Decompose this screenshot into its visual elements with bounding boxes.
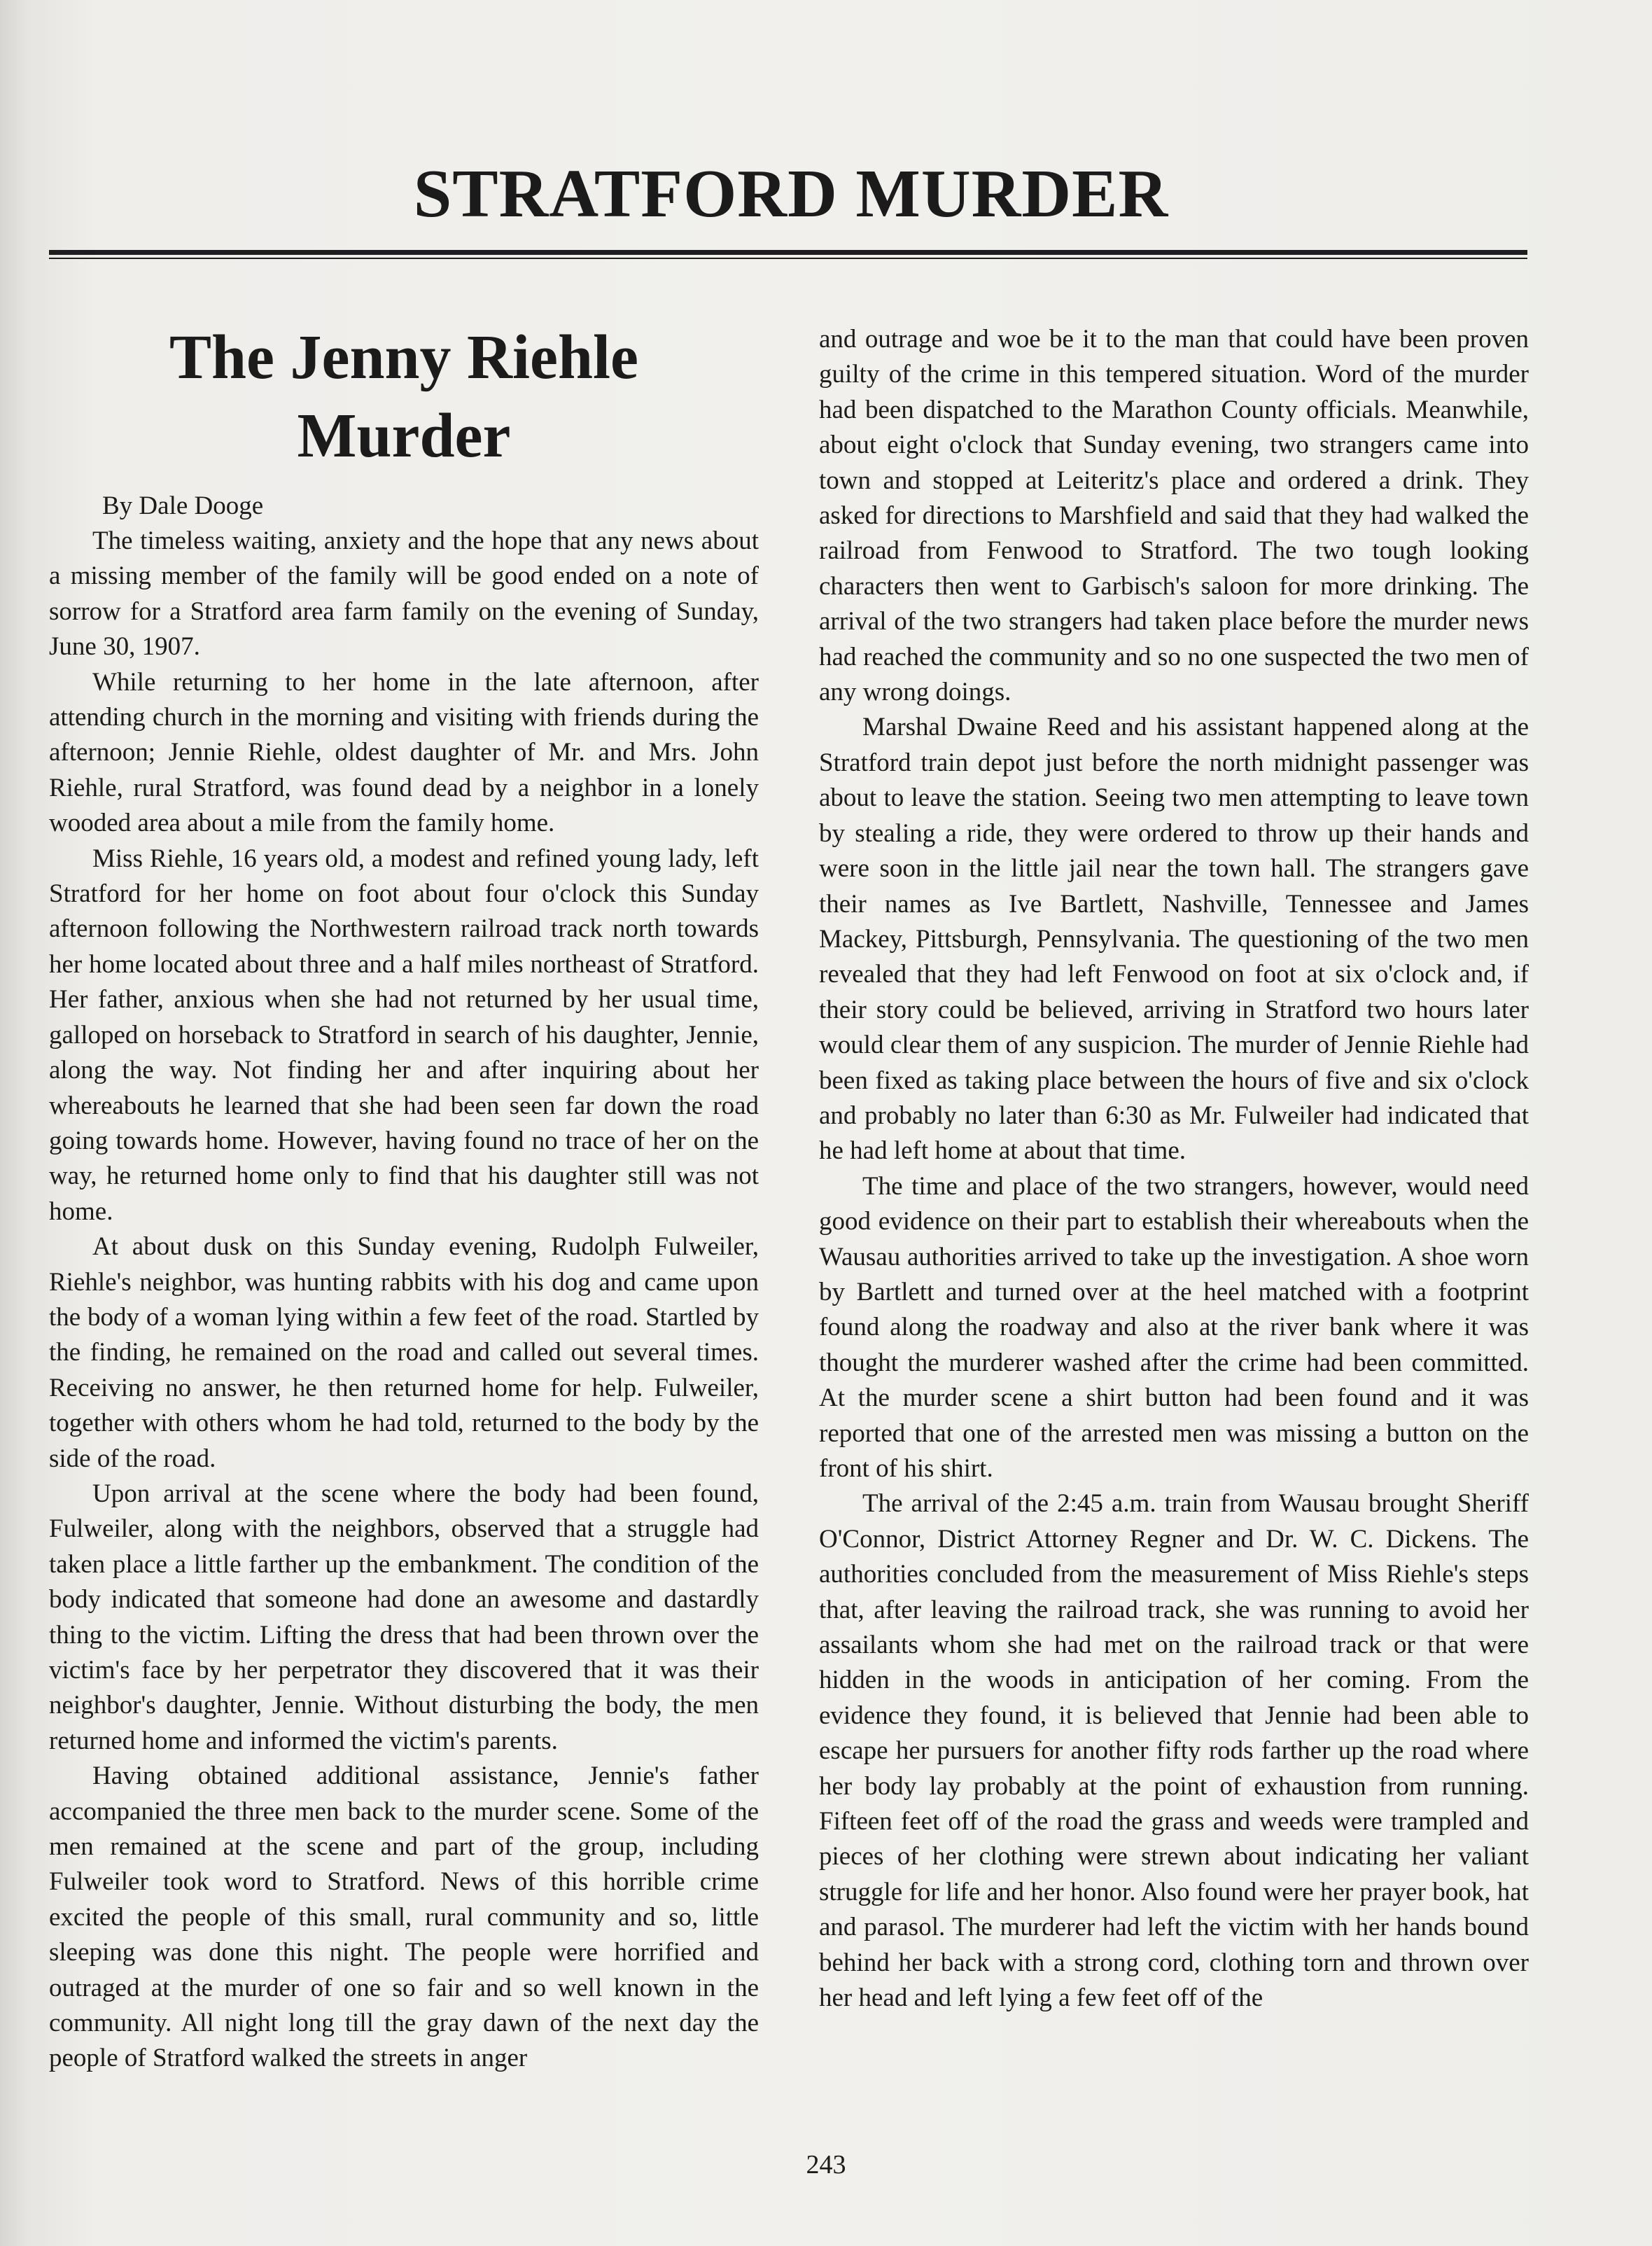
paragraph: The timeless waiting, anxiety and the hope that any news about a missing member of the family will be good ended on a note of sorrow for a Stratford area farm family on the evening of Sunday, June 30, 1907. (49, 526, 759, 662)
article-title-line1: The Jenny Riehle (169, 323, 639, 392)
right-column (819, 322, 1529, 2016)
article-title-line2: Murder (297, 401, 511, 470)
paragraph: Having obtained additional assistance, Jennie's father accompanied the three men back to the murder scene. Some of the men remained at the scene and part of the group, including Fulweiler took word to Stratford. News of this horrible crime excited the people of this small, rural community and so, little sleeping was done this night. The people were horrified and outraged at the murder of one so fair and so well known in the community. All night long till the gray dawn of the next day the people of Stratford walked the streets in anger (49, 1762, 759, 2073)
byline: By Dale Dooge (102, 491, 264, 520)
paragraph: While returning to her home in the late afternoon, after attending church in the morning and visiting with friends during the afternoon; Jennie Riehle, oldest daughter of Mr. and Mrs. John Riehle, rural Stratford, was found dead by a neighbor in a lonely wooded area about a mile from the family home. (49, 667, 759, 838)
paragraph: and outrage and woe be it to the man that could have been proven guilty of the crime in this tempered situation. Word of the murder had been dispatched to the Marathon County officials. Meanwhile, about eight o'clock that Sunday evening, two strangers came into town and stopped at Leiteritz's place and ordered a drink. They asked for directions to Marshfield and said that they had walked the railroad from Fenwood to Stratford. The two tough looking characters then went to Garbisch's saloon for more drinking. The arrival of the two strangers had taken place before the murder news had reached the community and so no one suspected the two men of any wrong doings. (819, 325, 1529, 707)
paragraph: Upon arrival at the scene where the body had been found, Fulweiler, along with the neighbors, observed that a struggle had taken place a little farther up the embankment. The condition of the body indicated that someone had done an awesome and dastardly thing to the victim. Lifting the dress that had been thrown over the victim's face by her perpetrator they discovered that it was their neighbor's daughter, Jennie. Without disturbing the body, the men returned home and informed the victim's parents. (49, 1479, 759, 1755)
left-column (49, 524, 759, 2077)
paragraph: Miss Riehle, 16 years old, a modest and refined young lady, left Stratford for her home on foot about four o'clock this Sunday afternoon following the Northwestern railroad track north towards her home located about three and a half miles northeast of Stratford. Her father, anxious when she had not returned by her usual time, galloped on horseback to Stratford in search of his daughter, Jennie, along the way. Not finding her and after inquiring about her whereabouts he learned that she had been seen far down the road going towards home. However, having found no trace of her on the way, he returned home only to find that his daughter still was not home. (49, 844, 759, 1226)
article-title (49, 319, 759, 475)
paragraph: At about dusk on this Sunday evening, Rudolph Fulweiler, Riehle's neighbor, was hunting rabbits with his dog and came upon the body of a woman lying within a few feet of the road. Startled by the finding, he remained on the road and called out several times. Receiving no answer, he then returned home for help. Fulweiler, together with others whom he had told, returned to the body by the side of the road. (49, 1232, 759, 1473)
paragraph: The arrival of the 2:45 a.m. train from Wausau brought Sheriff O'Connor, District Attorney Regner and Dr. W. C. Dickens. The authorities concluded from the measurement of Miss Riehle's steps that, after leaving the railroad track, she was running to avoid her assailants whom she had met on the railroad track or that were hidden in the woods in anticipation of her coming. From the evidence they found, it is believed that Jennie had been able to escape her pursuers for another fifty rods farther up the road where her body lay probably at the point of exhaustion from running. Fifteen feet off of the road the grass and weeds were trampled and pieces of her clothing were strewn about indicating her valiant struggle for life and her honor. Also found were her prayer book, hat and parasol. The murderer had left the victim with her hands bound behind her back with a strong cord, clothing torn and thrown over her head and left lying a few feet off of the (819, 1489, 1529, 2013)
page-number: 243 (806, 2150, 846, 2179)
title-rule-thin (49, 258, 1527, 259)
paragraph: Marshal Dwaine Reed and his assistant happened along at the Stratford train depot just before the north midnight passenger was about to leave the station. Seeing two men attempting to leave town by stealing a ride, they were ordered to throw up their hands and were soon in the little jail near the town hall. The strangers gave their names as Ive Bartlett, Nashville, Tennessee and James Mackey, Pittsburgh, Pennsylvania. The questioning of the two men revealed that they had left Fenwood on foot at six o'clock and, if their story could be believed, arriving in Stratford two hours later would clear them of any suspicion. The murder of Jennie Riehle had been fixed as taking place between the hours of five and six o'clock and probably no later than 6:30 as Mr. Fulweiler had indicated that he had left home at about that time. (819, 713, 1529, 1166)
section-title: STRATFORD MURDER (413, 156, 1169, 232)
paragraph: The time and place of the two strangers, however, would need good evidence on their part to establish their whereabouts when the Wausau authorities arrived to take up the investigation. A shoe worn by Bartlett and turned over at the heel matched with a footprint found along the roadway and also at the river bank where it was thought the murderer washed after the crime had been committed. At the murder scene a shirt button had been found and it was reported that one of the arrested men was missing a button on the front of his shirt. (819, 1171, 1529, 1483)
title-rule-thick (49, 250, 1527, 255)
